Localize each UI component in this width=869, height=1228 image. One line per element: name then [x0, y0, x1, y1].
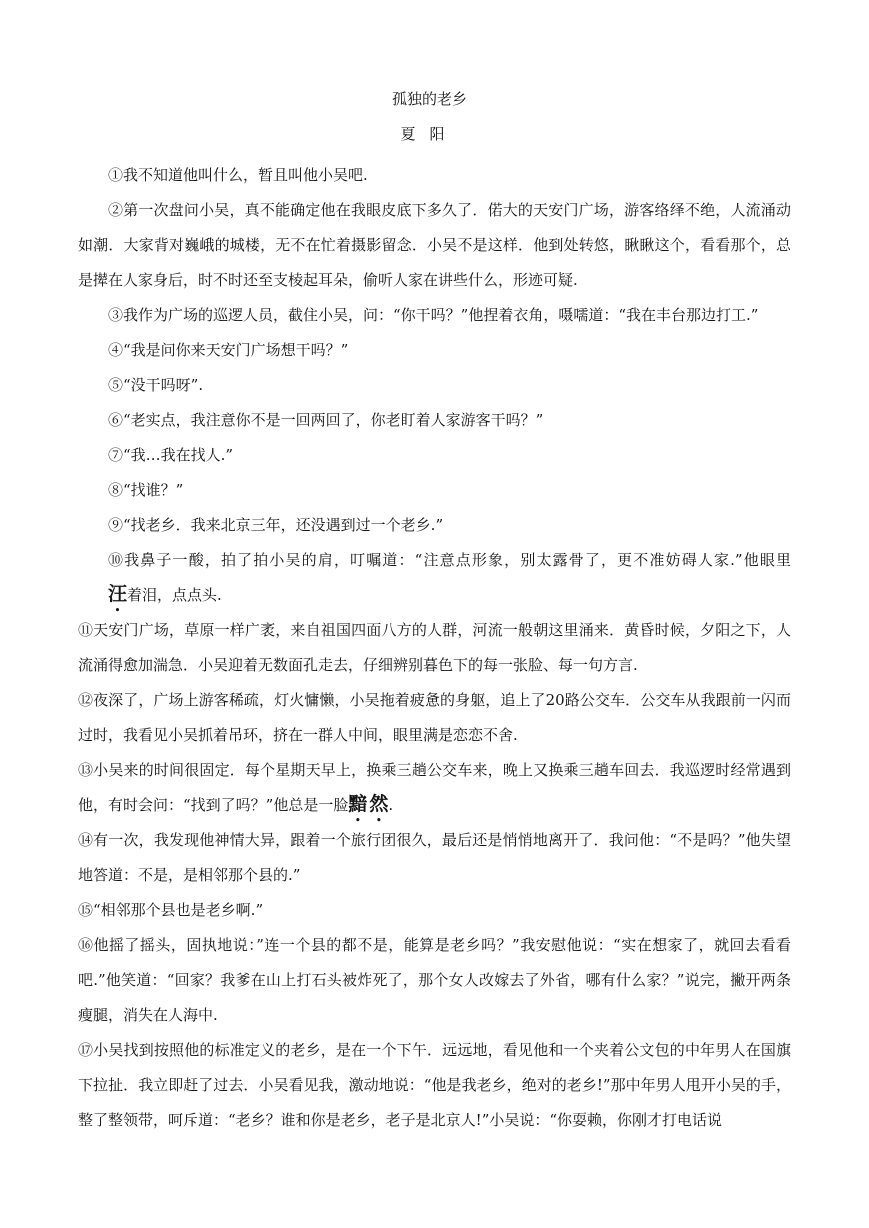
paragraph-14: ⑭有一次，我发现他神情大异，跟着一个旅行团很久，最后还是悄悄地离开了．我问他：“不是吗？”他失望地答道：不是，是相邻那个县的.” — [78, 831, 791, 884]
paragraph-4: ④“我是问你来天安门广场想干吗？” — [108, 341, 349, 359]
paragraph-3: ③我作为广场的巡逻人员，截住小吴，问：“你干吗？”他捏着衣角，嗫嚅道：“我在丰台那边打工.” — [108, 306, 759, 324]
paragraph-1: ①我不知道他叫什么，暂且叫他小吴吧. — [108, 166, 368, 184]
paragraph-11: ⑪天安门广场，草原一样广袤，来自祖国四面八方的人群，河流一般朝这里涌来．黄昏时候，夕阳之下，人流涌得愈加湍急．小吴迎着无数面孔走去，仔细辨别暮色下的每一张脸、每一句方言. — [78, 621, 791, 674]
paragraph-5: ⑤“没干吗呀”. — [108, 376, 204, 394]
emphasized-character: 黯 — [348, 793, 370, 815]
paragraph-8: ⑧“找谁？” — [108, 481, 184, 499]
paragraph-13-text-a: ⑬小吴来的时间很固定．每个星期天早上，换乘三趟公交车来，晚上又换乘三趟车回去．我巡逻时经常遇到他，有时会问：“找到了吗？”他总是一脸 — [78, 761, 791, 814]
paragraph-17: ⑰小吴找到按照他的标准定义的老乡，是在一个下午．远远地，看见他和一个夹着公文包的中年男人在国旗下拉扯．我立即赶了过去．小吴看见我，激动地说：“他是我老乡，绝对的老乡!”那中年男人甩开小吴的手，整了整领带，呵斥道：“老乡？谁和你是老乡，老子是北京人!”小吴说：“你耍赖，你刚才打电话说 — [78, 1041, 791, 1129]
paragraph-10-text-a: ⑩我鼻子一酸，拍了拍小吴的肩，叮嘱道：“注意点形象，别太露骨了，更不准妨碍人家.”他眼里 — [108, 551, 791, 569]
emphasized-character: 汪 — [108, 583, 128, 605]
article-title: 孤独的老乡 — [391, 90, 467, 108]
paragraph-6: ⑥“老实点，我注意你不是一回两回了，你老盯着人家游客干吗？” — [108, 411, 544, 429]
paragraph-10 — [78, 543, 791, 613]
paragraph-13-text-b: . — [388, 796, 394, 814]
article-author: 夏阳 — [400, 125, 459, 143]
paragraph-12: ⑫夜深了，广场上游客稀疏，灯火慵懒，小吴拖着疲惫的身躯，追上了20路公交车．公交车从我跟前一闪而过时，我看见小吴抓着吊环，挤在一群人中间，眼里满是恋恋不舍. — [78, 691, 791, 744]
paragraph-10-text-b: 着泪，点点头. — [127, 586, 222, 604]
paragraph-2: ②第一次盘问小吴，真不能确定他在我眼皮底下多久了．偌大的天安门广场，游客络绎不绝，人流涌动如潮．大家背对巍峨的城楼，无不在忙着摄影留念．小吴不是这样．他到处转悠，瞅瞅这个，看看那个，总是撵在人家身后，时不时还至支棱起耳朵，偷听人家在讲些什么，形迹可疑. — [78, 201, 791, 289]
paragraph-15: ⑮“相邻那个县也是老乡啊.” — [78, 901, 264, 919]
paragraph-7: ⑦“我…我在找人.” — [108, 446, 234, 464]
paragraph-9: ⑨“找老乡．我来北京三年，还没遇到过一个老乡.” — [108, 516, 444, 534]
paragraph-13 — [78, 753, 791, 823]
paragraph-16: ⑯他摇了摇头，固执地说：”连一个县的都不是，能算是老乡吗？”我安慰他说：“实在想家了，就回去看看吧.”他笑道：“回家？我爹在山上打石头被炸死了，那个女人改嫁去了外省，哪有什么家？”说完，撇开两条瘦腿，消失在人海中. — [78, 936, 791, 1024]
emphasized-character: 然 — [369, 793, 389, 815]
